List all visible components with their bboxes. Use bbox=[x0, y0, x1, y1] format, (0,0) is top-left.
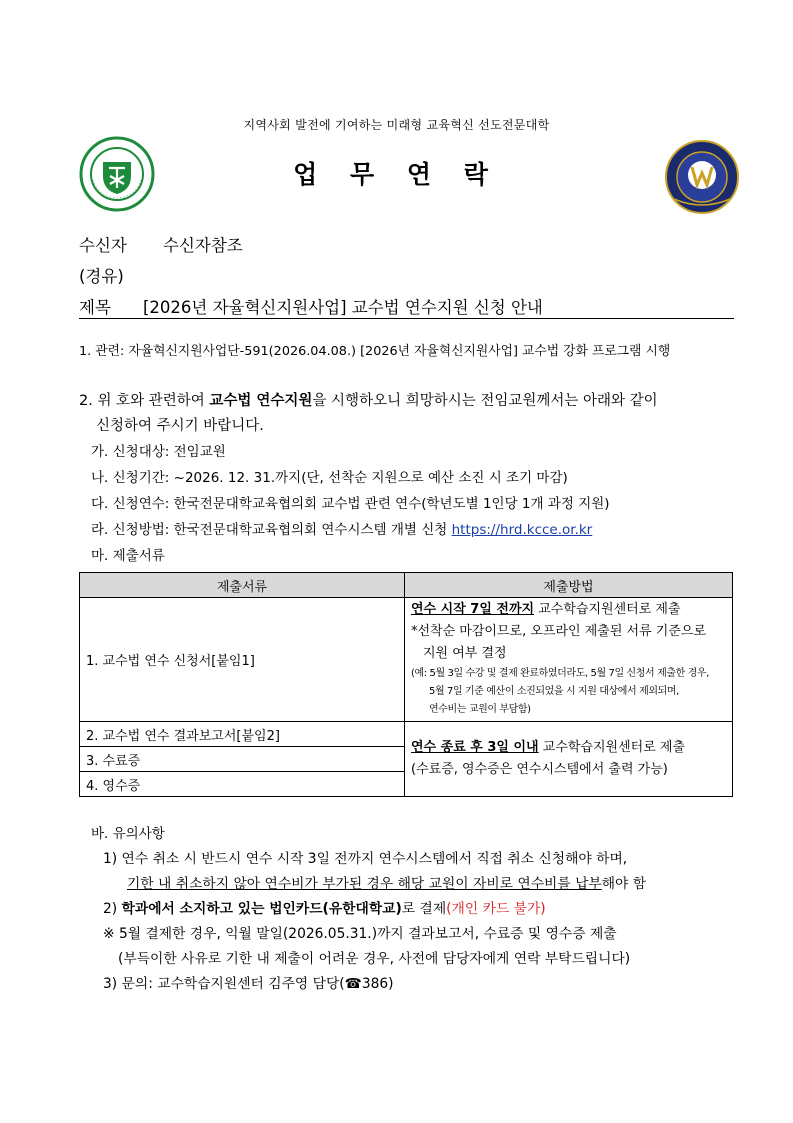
subject-label: 제목 bbox=[79, 298, 111, 317]
table-header-documents: 제출서류 bbox=[80, 573, 405, 598]
note-asterisk-line2: (부득이한 사유로 기한 내 제출이 어려운 경우, 사전에 담당자에게 연락 부탁드립니다) bbox=[118, 951, 631, 967]
item2-line2: 신청하여 주시기 바랍니다. bbox=[96, 418, 264, 434]
row2-document: 2. 교수법 연수 결과보고서[붙임2] bbox=[80, 722, 405, 747]
kcce-training-link[interactable]: https://hrd.kcce.or.kr bbox=[451, 522, 593, 538]
via-line: (경유) bbox=[79, 267, 124, 286]
teaching-center-emblem-logo bbox=[664, 139, 740, 215]
document-title: 업 무 연 락 bbox=[293, 160, 500, 189]
row2-method: 연수 종료 후 3일 이내 교수학습지원센터로 제출 (수료증, 영수증은 연수시스템에서 출력 가능) bbox=[405, 722, 733, 797]
table-row bbox=[80, 722, 733, 747]
item-da: 다. 신청연수: 한국전문대학교육협의회 교수법 관련 연수(학년도별 1인당 1개 과정 지원) bbox=[91, 496, 610, 512]
related-item: 1. 관련: 자율혁신지원사업단-591(2026.04.08.) [2026년 자율혁신지원사업] 교수법 강화 프로그램 시행 bbox=[79, 344, 671, 359]
contact-note: 3) 문의: 교수학습지원센터 김주영 담당(☎386) bbox=[103, 976, 394, 992]
row1-method: 연수 시작 7일 전까지 교수학습지원센터로 제출 *선착순 마감이므로, 오프라인 제출된 서류 기준으로 지원 여부 결정 (예: 5월 3일 수강 및 결제 완료하였더라도, 5월 7일 신청서 제출한 경우, 5월 7일 기준 예산이 소진되었을 시 지원 대상에서 제외되며, 연수비는 교원이 부담함) bbox=[405, 598, 733, 722]
personal-card-warning: (개인 카드 불가) bbox=[446, 901, 546, 917]
item-na: 나. 신청기간: ~2026. 12. 31.까지(단, 선착순 지원으로 예산 소진 시 조기 마감) bbox=[91, 470, 568, 486]
item-ra: 라. 신청방법: 한국전문대학교육협의회 연수시스템 개별 신청 https://hrd.kcce.or.kr bbox=[91, 522, 593, 538]
item-ga: 가. 신청대상: 전임교원 bbox=[91, 444, 226, 460]
row1-document: 1. 교수법 연수 신청서[붙임1] bbox=[80, 598, 405, 722]
item-ma: 마. 제출서류 bbox=[91, 548, 165, 564]
header-slogan: 지역사회 발전에 기여하는 미래형 교육혁신 선도전문대학 bbox=[243, 118, 550, 132]
note1-line2: 기한 내 취소하지 않아 연수비가 부가된 경우 해당 교원이 자비로 연수비를 납부해야 함 bbox=[127, 876, 647, 892]
item2-line1: 2. 위 호와 관련하여 교수법 연수지원을 시행하오니 희망하시는 전임교원께서는 아래와 같이 bbox=[79, 393, 658, 409]
table-row bbox=[80, 598, 733, 722]
subject-line bbox=[79, 294, 543, 318]
subject-value: [2026년 자율혁신지원사업] 교수법 연수지원 신청 안내 bbox=[143, 298, 543, 317]
note-asterisk-line1: ※ 5월 결제한 경우, 익월 말일(2026.05.31.)까지 결과보고서, 수료증 및 영수증 제출 bbox=[103, 926, 617, 942]
item2-bold: 교수법 연수지원 bbox=[209, 393, 313, 409]
note2: 2) 학과에서 소지하고 있는 법인카드(유한대학교)로 결제(개인 카드 불가) bbox=[103, 901, 546, 917]
table-header-method: 제출방법 bbox=[405, 573, 733, 598]
header-divider bbox=[79, 318, 734, 319]
table-header-row bbox=[80, 573, 733, 598]
row4-document: 4. 영수증 bbox=[80, 772, 405, 797]
note1-line1: 1) 연수 취소 시 반드시 연수 시작 3일 전까지 연수시스템에서 직접 취소 신청해야 하며, bbox=[103, 851, 628, 867]
recipient-label: 수신자 bbox=[79, 236, 127, 255]
submission-documents-table bbox=[79, 572, 733, 797]
recipient-line bbox=[79, 232, 243, 256]
row3-document: 3. 수료증 bbox=[80, 747, 405, 772]
recipient-value: 수신자참조 bbox=[163, 236, 243, 255]
notes-heading: 바. 유의사항 bbox=[91, 826, 165, 842]
